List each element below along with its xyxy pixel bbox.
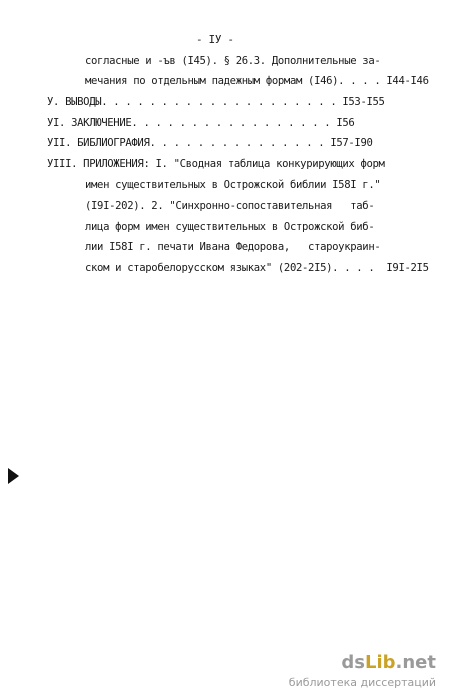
toc-entry-bibliography: УII. БИБЛИОГРАФИЯ. . . . . . . . . . . . . . . I57-I90 xyxy=(47,137,373,149)
watermark-logo-highlight: Lib xyxy=(365,652,396,673)
toc-line-7: имен существительных в Острожской библии I58I г." xyxy=(85,179,381,191)
toc-line-11: ском и старобелорусском языках" (202-2I5). . . . I9I-2I5 xyxy=(85,262,429,274)
page-number-header: - IУ - xyxy=(196,33,234,46)
watermark-logo-prefix: ds xyxy=(341,652,365,673)
watermark-logo-suffix: .net xyxy=(395,652,436,673)
toc-entry-summary: УI. ЗАКЛЮЧЕНИЕ. . . . . . . . . . . . . . . . . I56 xyxy=(47,117,355,129)
watermark-subtitle: библиотека диссертаций xyxy=(288,676,436,689)
toc-entry-appendices: УIII. ПРИЛОЖЕНИЯ: I. "Сводная таблица конкурирующих форм xyxy=(47,158,385,170)
toc-line-9: лица форм имен существительных в Острожской биб- xyxy=(85,221,375,233)
toc-entry-conclusions: У. ВЫВОДЫ. . . . . . . . . . . . . . . . . . . . I53-I55 xyxy=(47,96,385,108)
toc-line-1: согласные и -ъв (I45). § 26.3. Дополнительные за- xyxy=(85,55,381,67)
page-marker-triangle-icon xyxy=(8,468,19,484)
toc-line-8: (I9I-202). 2. "Синхронно-сопоставительная таб- xyxy=(85,200,375,212)
toc-line-2: мечания по отдельным падежным формам (I46). . . . I44-I46 xyxy=(85,75,429,87)
watermark-logo xyxy=(341,652,436,673)
toc-line-10: лии I58I г. печати Ивана Федорова, староукраин- xyxy=(85,241,381,253)
